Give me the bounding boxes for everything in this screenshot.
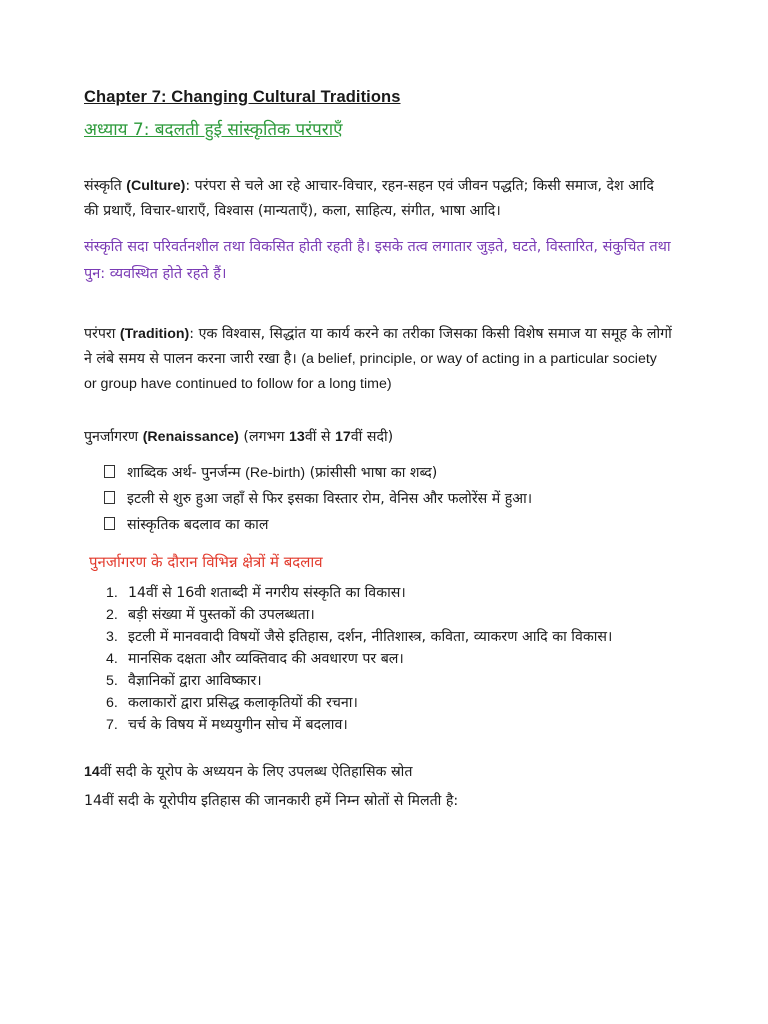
list-item [106, 626, 672, 648]
tradition-definition-text: : एक विश्वास, सिद्धांत या कार्य करने का तरीका जिसका किसी विशेष समाज या समूह के लोगों ने लंबे समय से पालन करना जारी रखा है। [84, 326, 672, 367]
item-text: मानसिक दक्षता और व्यक्तिवाद की अवधारण पर बल। [128, 651, 404, 667]
item-text: बड़ी संख्या में पुस्तकों की उपलब्धता। [128, 607, 315, 623]
bullet-text-english: (Re-birth) [245, 465, 306, 481]
tradition-term-english: (Tradition) [119, 326, 190, 342]
renaissance-term: पुनर्जागरण [84, 429, 143, 445]
item-text: कलाकारों द्वारा प्रसिद्ध कलाकृतियों की रचना। [128, 695, 358, 711]
sources-heading-number: 14 [84, 764, 100, 780]
chapter-title-english: Chapter 7: Changing Cultural Traditions [84, 88, 401, 106]
bullet-text: सांस्कृतिक बदलाव का काल [127, 517, 269, 533]
renaissance-heading [84, 427, 672, 446]
changes-heading: पुनर्जागरण के दौरान विभिन्न क्षेत्रों में बदलाव [89, 553, 323, 571]
renaissance-bullet-list [84, 460, 672, 538]
list-item [106, 692, 672, 714]
renaissance-period-pre: (लगभग [238, 429, 290, 445]
bullet-text-rest: (फ्रांसीसी भाषा का शब्द) [305, 465, 438, 481]
item-text: वैज्ञानिकों द्वारा आविष्कार। [128, 673, 262, 689]
culture-definition-text: : परंपरा से चले आ रहे आचार-विचार, रहन-सहन एवं जीवन पद्धति; किसी समाज, देश आदि की प्रथाएँ, विचार-धाराएँ, विश्वास (मान्यताएँ), कला, साहित्य, संगीत, भाषा आदि। [84, 178, 654, 219]
sources-heading-text: वीं सदी के यूरोप के अध्ययन के लिए उपलब्ध ऐतिहासिक स्रोत [99, 764, 413, 780]
changes-list [84, 582, 672, 736]
item-text: 14वीं से 16वी शताब्दी में नगरीय संस्कृति का विकास। [128, 585, 406, 601]
renaissance-period-to: 17 [335, 429, 351, 445]
renaissance-period-mid: वीं से [304, 429, 335, 445]
bullet-text: शाब्दिक अर्थ- पुनर्जन्म [127, 465, 246, 481]
item-number: 7. [106, 717, 118, 733]
bullet-icon [104, 491, 115, 504]
item-number: 3. [106, 629, 118, 645]
tradition-english-text: (a belief, principle, or way of acting in a particular society or group have continued to follow for a long time) [84, 351, 657, 392]
culture-term: संस्कृति [84, 178, 127, 194]
item-number: 6. [106, 695, 118, 711]
item-text: इटली में मानववादी विषयों जैसे इतिहास, दर्शन, नीतिशास्त्र, कविता, व्याकरण आदि का विकास। [128, 629, 613, 645]
tradition-definition [84, 322, 672, 397]
list-item [106, 604, 672, 626]
bullet-text: इटली से शुरु हुआ जहाँ से फिर इसका विस्तार रोम, वेनिस और फलोरेंस में हुआ। [127, 491, 533, 507]
list-item [104, 512, 672, 538]
item-text: चर्च के विषय में मध्ययुगीन सोच में बदलाव। [128, 717, 348, 733]
bullet-icon [104, 517, 115, 530]
culture-term-english: (Culture) [126, 178, 186, 194]
list-item [106, 670, 672, 692]
item-number: 4. [106, 651, 118, 667]
item-number: 1. [106, 585, 118, 601]
item-number: 5. [106, 673, 118, 689]
culture-definition [84, 174, 672, 224]
list-item [104, 460, 672, 486]
list-item [106, 648, 672, 670]
item-number: 2. [106, 607, 118, 623]
list-item [104, 486, 672, 512]
tradition-term: परंपरा [84, 326, 120, 342]
renaissance-period-from: 13 [289, 429, 305, 445]
culture-note: संस्कृति सदा परिवर्तनशील तथा विकसित होती रहती है। इसके तत्व लगातार जुड़ते, घटते, विस्तारित, संकुचित तथा पुन: व्यवस्थित होते रहते हैं। [84, 239, 671, 282]
chapter-title-hindi: अध्याय 7: बदलती हुई सांस्कृतिक परंपराएँ [84, 120, 343, 140]
sources-paragraph: 14वीं सदी के यूरोपीय इतिहास की जानकारी हमें निम्न स्रोतों से मिलती है: [84, 793, 459, 809]
renaissance-term-english: (Renaissance) [142, 429, 239, 445]
renaissance-period-post: वीं सदी) [350, 429, 394, 445]
bullet-icon [104, 465, 115, 478]
sources-heading [84, 762, 672, 781]
list-item [106, 582, 672, 604]
list-item [106, 714, 672, 736]
